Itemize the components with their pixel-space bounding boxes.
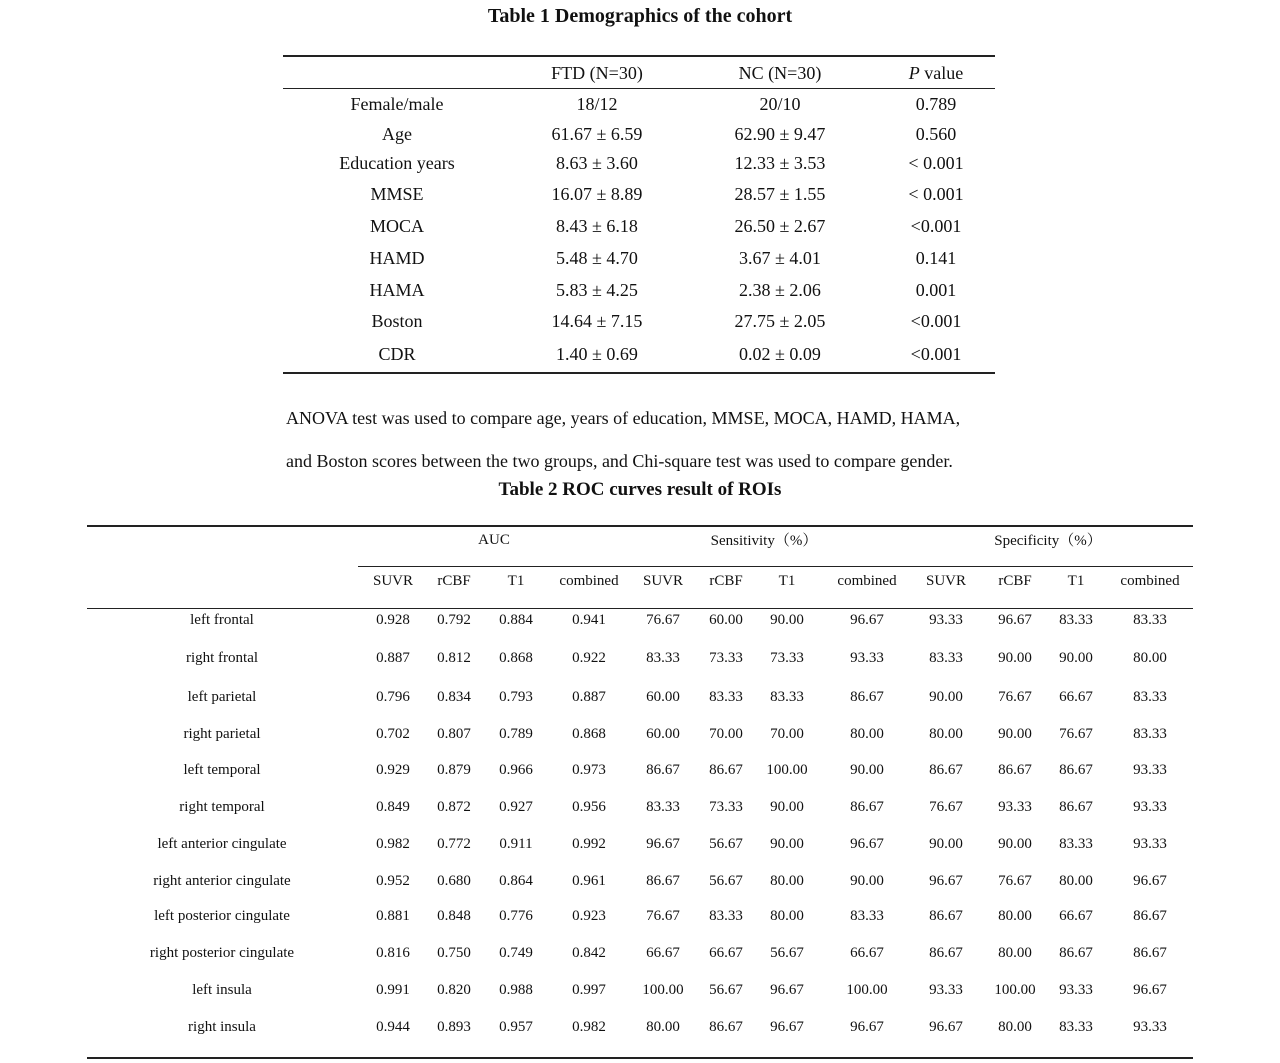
row-label: CDR [378, 344, 416, 364]
table1-note-line2: and Boston scores between the two groups, and Chi-square test was used to compare gender. [286, 451, 953, 471]
table-cell: 83.33 [646, 650, 680, 666]
table-cell: 73.33 [770, 650, 804, 666]
table-cell: 83.33 [646, 799, 680, 815]
table-cell: 96.67 [770, 1019, 804, 1035]
table-cell: 93.33 [1059, 982, 1093, 998]
table-cell: 0.807 [437, 726, 471, 742]
table-cell: 0.929 [376, 762, 410, 778]
table-cell: 60.00 [646, 726, 680, 742]
table-cell: 0.816 [376, 945, 410, 961]
table-cell: 90.00 [998, 836, 1032, 852]
row-label: MMSE [370, 184, 424, 204]
table-cell: 0.834 [437, 689, 471, 705]
table-cell: 86.67 [929, 908, 963, 924]
row-label: left anterior cingulate [157, 836, 287, 852]
column-header: T1 [1067, 573, 1085, 589]
table-cell: 93.33 [850, 650, 884, 666]
table-cell: 61.67 ± 6.59 [551, 124, 643, 144]
row-label: left parietal [187, 689, 257, 705]
table-cell: 0.887 [376, 650, 410, 666]
table-cell: 86.67 [709, 1019, 743, 1035]
table-cell: 8.43 ± 6.18 [556, 216, 638, 236]
table-cell: 0.991 [376, 982, 410, 998]
table-cell: 80.00 [646, 1019, 680, 1035]
table-cell: 0.849 [376, 799, 410, 815]
column-header: rCBF [998, 573, 1032, 589]
column-header: rCBF [709, 573, 743, 589]
table-cell: 0.922 [572, 650, 606, 666]
table-cell: 83.33 [1059, 612, 1093, 628]
table-cell: 0.868 [572, 726, 606, 742]
table-cell: 0.887 [572, 689, 606, 705]
table-cell: 0.789 [499, 726, 533, 742]
table-cell: 80.00 [998, 945, 1032, 961]
table-cell: 83.33 [709, 689, 743, 705]
table-cell: 90.00 [929, 836, 963, 852]
table-cell: < 0.001 [908, 184, 964, 204]
table-cell: 96.67 [1133, 982, 1167, 998]
row-label: left frontal [190, 612, 254, 628]
table-cell: 73.33 [709, 799, 743, 815]
table-cell: 0.992 [572, 836, 606, 852]
table-cell: 66.67 [646, 945, 680, 961]
table-cell: 0.872 [437, 799, 471, 815]
table-cell: 0.957 [499, 1019, 533, 1035]
table-cell: 0.944 [376, 1019, 410, 1035]
column-header: SUVR [925, 573, 967, 589]
table-cell: 2.38 ± 2.06 [739, 280, 821, 300]
table-cell: 56.67 [770, 945, 804, 961]
table-cell: 0.792 [437, 612, 471, 628]
column-header: SUVR [642, 573, 684, 589]
table-cell: 12.33 ± 3.53 [734, 153, 826, 173]
table-cell: 0.820 [437, 982, 471, 998]
table2-top-rule [87, 525, 1193, 527]
table-cell: 56.67 [709, 873, 743, 889]
column-header: combined [1120, 573, 1180, 589]
table-cell: 73.33 [709, 650, 743, 666]
table-cell: 83.33 [709, 908, 743, 924]
column-header: combined [837, 573, 897, 589]
row-label: Age [382, 124, 412, 144]
table-cell: 100.00 [994, 982, 1036, 998]
table-cell: 28.57 ± 1.55 [734, 184, 826, 204]
table-cell: 66.67 [1059, 689, 1093, 705]
table-cell: 100.00 [766, 762, 808, 778]
table-cell: 76.67 [1059, 726, 1093, 742]
table-cell: 90.00 [998, 650, 1032, 666]
table1-top-rule [283, 55, 995, 57]
table-cell: 0.879 [437, 762, 471, 778]
table-cell: 0.961 [572, 873, 606, 889]
column-header: T1 [778, 573, 796, 589]
table-cell: 96.67 [850, 836, 884, 852]
table-cell: 86.67 [1059, 799, 1093, 815]
table-cell: 0.749 [499, 945, 533, 961]
table2-group-auc: AUC [478, 532, 510, 548]
table-cell: 20/10 [759, 94, 801, 114]
row-label: right parietal [183, 726, 261, 742]
table-cell: 86.67 [850, 799, 884, 815]
table-cell: 0.772 [437, 836, 471, 852]
table-cell: <0.001 [910, 216, 962, 236]
table-cell: 27.75 ± 2.05 [734, 311, 826, 331]
table2-group-specificity: Specificity（%） [994, 533, 1102, 549]
table-cell: 100.00 [642, 982, 684, 998]
table-cell: 0.941 [572, 612, 606, 628]
table2-group-rule [358, 566, 1193, 567]
table-cell: 76.67 [998, 689, 1032, 705]
table-cell: 66.67 [1059, 908, 1093, 924]
table-cell: 0.02 ± 0.09 [739, 344, 821, 364]
table-cell: 26.50 ± 2.67 [734, 216, 826, 236]
table-cell: 62.90 ± 9.47 [734, 124, 826, 144]
table-cell: 80.00 [998, 1019, 1032, 1035]
table-cell: 83.33 [770, 689, 804, 705]
table-cell: 90.00 [850, 873, 884, 889]
table-cell: 96.67 [850, 1019, 884, 1035]
table-cell: 90.00 [770, 836, 804, 852]
table-cell: <0.001 [910, 311, 962, 331]
table-cell: 0.923 [572, 908, 606, 924]
table-cell: 96.67 [770, 982, 804, 998]
table-cell: 0.776 [499, 908, 533, 924]
table-cell: 0.141 [915, 248, 957, 268]
table-cell: 93.33 [1133, 836, 1167, 852]
table-cell: <0.001 [910, 344, 962, 364]
table-cell: 3.67 ± 4.01 [739, 248, 821, 268]
table-cell: 86.67 [1059, 762, 1093, 778]
table-cell: 83.33 [1133, 689, 1167, 705]
table-cell: 90.00 [770, 612, 804, 628]
table-cell: 0.952 [376, 873, 410, 889]
table-cell: 0.812 [437, 650, 471, 666]
table-cell: 0.793 [499, 689, 533, 705]
table-cell: 96.67 [1133, 873, 1167, 889]
table-cell: 56.67 [709, 836, 743, 852]
column-header: rCBF [437, 573, 471, 589]
table-cell: 76.67 [929, 799, 963, 815]
table-cell: 86.67 [1133, 908, 1167, 924]
table-cell: 0.868 [499, 650, 533, 666]
table-cell: 90.00 [1059, 650, 1093, 666]
table-cell: 66.67 [850, 945, 884, 961]
table-cell: 16.07 ± 8.89 [551, 184, 643, 204]
table-cell: 93.33 [1133, 799, 1167, 815]
column-header: T1 [507, 573, 525, 589]
table1-note-line1: ANOVA test was used to compare age, years of education, MMSE, MOCA, HAMD, HAMA, [286, 408, 961, 428]
table-cell: 60.00 [709, 612, 743, 628]
table-cell: 0.928 [376, 612, 410, 628]
table-cell: 83.33 [850, 908, 884, 924]
p-value-label: value [919, 63, 964, 83]
table-cell: 18/12 [576, 94, 618, 114]
table-cell: 0.789 [915, 94, 957, 114]
table-cell: 86.67 [850, 689, 884, 705]
row-label: HAMD [369, 248, 425, 268]
table-cell: 96.67 [646, 836, 680, 852]
table2-bottom-rule [87, 1057, 1193, 1059]
table-cell: 76.67 [998, 873, 1032, 889]
table-cell: 93.33 [1133, 762, 1167, 778]
table-cell: 0.560 [915, 124, 957, 144]
table2-header-rule [87, 608, 1193, 609]
table-cell: 80.00 [770, 873, 804, 889]
table-cell: 0.956 [572, 799, 606, 815]
table-cell: 0.988 [499, 982, 533, 998]
table-cell: 80.00 [850, 726, 884, 742]
table-cell: 93.33 [929, 612, 963, 628]
table-cell: 0.796 [376, 689, 410, 705]
table-cell: 1.40 ± 0.69 [556, 344, 638, 364]
row-label: right frontal [185, 650, 259, 666]
table1-header-nc: NC (N=30) [738, 63, 822, 83]
table-cell: 0.966 [499, 762, 533, 778]
table-cell: 90.00 [770, 799, 804, 815]
table-cell: 0.750 [437, 945, 471, 961]
table-cell: 80.00 [1133, 650, 1167, 666]
table-cell: 14.64 ± 7.15 [551, 311, 643, 331]
table-cell: 0.702 [376, 726, 410, 742]
table-cell: 90.00 [850, 762, 884, 778]
row-label: left insula [192, 982, 252, 998]
row-label: left posterior cingulate [154, 908, 290, 924]
row-label: right insula [188, 1019, 256, 1035]
table-cell: 76.67 [646, 612, 680, 628]
table-cell: 86.67 [646, 873, 680, 889]
table-cell: 90.00 [998, 726, 1032, 742]
table-cell: 96.67 [850, 612, 884, 628]
row-label: Female/male [350, 94, 444, 114]
table-cell: 5.48 ± 4.70 [556, 248, 638, 268]
row-label: MOCA [369, 216, 425, 236]
table-cell: 83.33 [1059, 1019, 1093, 1035]
table-cell: 80.00 [1059, 873, 1093, 889]
table2-group-sensitivity: Sensitivity（%） [710, 533, 818, 549]
table-cell: 0.864 [499, 873, 533, 889]
table-cell: 0.911 [499, 836, 533, 852]
table1-header-pvalue [909, 63, 963, 84]
table-cell: 56.67 [709, 982, 743, 998]
table-cell: 93.33 [1133, 1019, 1167, 1035]
table-cell: 0.893 [437, 1019, 471, 1035]
table-cell: 0.927 [499, 799, 533, 815]
row-label: Boston [371, 311, 423, 331]
table-cell: 93.33 [998, 799, 1032, 815]
table-cell: 83.33 [1059, 836, 1093, 852]
table-cell: 86.67 [929, 762, 963, 778]
table-cell: 86.67 [1133, 945, 1167, 961]
table-cell: 0.842 [572, 945, 606, 961]
table-cell: 0.982 [376, 836, 410, 852]
row-label: left temporal [183, 762, 261, 778]
row-label: HAMA [369, 280, 425, 300]
table-cell: 96.67 [929, 873, 963, 889]
row-label: right temporal [179, 799, 265, 815]
table1-bottom-rule [283, 372, 995, 374]
table-cell: 86.67 [646, 762, 680, 778]
table-cell: 0.973 [572, 762, 606, 778]
table-cell: 0.001 [915, 280, 957, 300]
table-cell: 90.00 [929, 689, 963, 705]
table-cell: 80.00 [998, 908, 1032, 924]
table-cell: 0.881 [376, 908, 410, 924]
table-cell: 0.848 [437, 908, 471, 924]
table-cell: 0.680 [437, 873, 471, 889]
table-cell: 70.00 [709, 726, 743, 742]
p-italic: P [908, 63, 920, 83]
table-cell: 86.67 [709, 762, 743, 778]
table-cell: 70.00 [770, 726, 804, 742]
table-cell: 86.67 [929, 945, 963, 961]
table-cell: 86.67 [1059, 945, 1093, 961]
table-cell: 8.63 ± 3.60 [556, 153, 638, 173]
table-cell: 80.00 [929, 726, 963, 742]
table-cell: 0.884 [499, 612, 533, 628]
table-cell: 83.33 [1133, 726, 1167, 742]
table-cell: 86.67 [998, 762, 1032, 778]
table-cell: < 0.001 [908, 153, 964, 173]
table-cell: 93.33 [929, 982, 963, 998]
table-cell: 80.00 [770, 908, 804, 924]
table-cell: 96.67 [998, 612, 1032, 628]
table-cell: 0.982 [572, 1019, 606, 1035]
table-cell: 60.00 [646, 689, 680, 705]
table2-title: Table 2 ROC curves result of ROIs [498, 479, 782, 500]
table1-header-rule [283, 88, 995, 89]
row-label: right posterior cingulate [149, 945, 295, 961]
table1-title: Table 1 Demographics of the cohort [487, 5, 793, 27]
row-label: right anterior cingulate [153, 873, 291, 889]
table-cell: 100.00 [846, 982, 888, 998]
table-cell: 83.33 [1133, 612, 1167, 628]
table-cell: 0.997 [572, 982, 606, 998]
column-header: SUVR [372, 573, 414, 589]
table1-header-ftd: FTD (N=30) [551, 63, 643, 83]
table-cell: 5.83 ± 4.25 [556, 280, 638, 300]
table-cell: 66.67 [709, 945, 743, 961]
column-header: combined [559, 573, 619, 589]
table-cell: 83.33 [929, 650, 963, 666]
table-cell: 96.67 [929, 1019, 963, 1035]
table-cell: 76.67 [646, 908, 680, 924]
row-label: Education years [339, 153, 455, 173]
